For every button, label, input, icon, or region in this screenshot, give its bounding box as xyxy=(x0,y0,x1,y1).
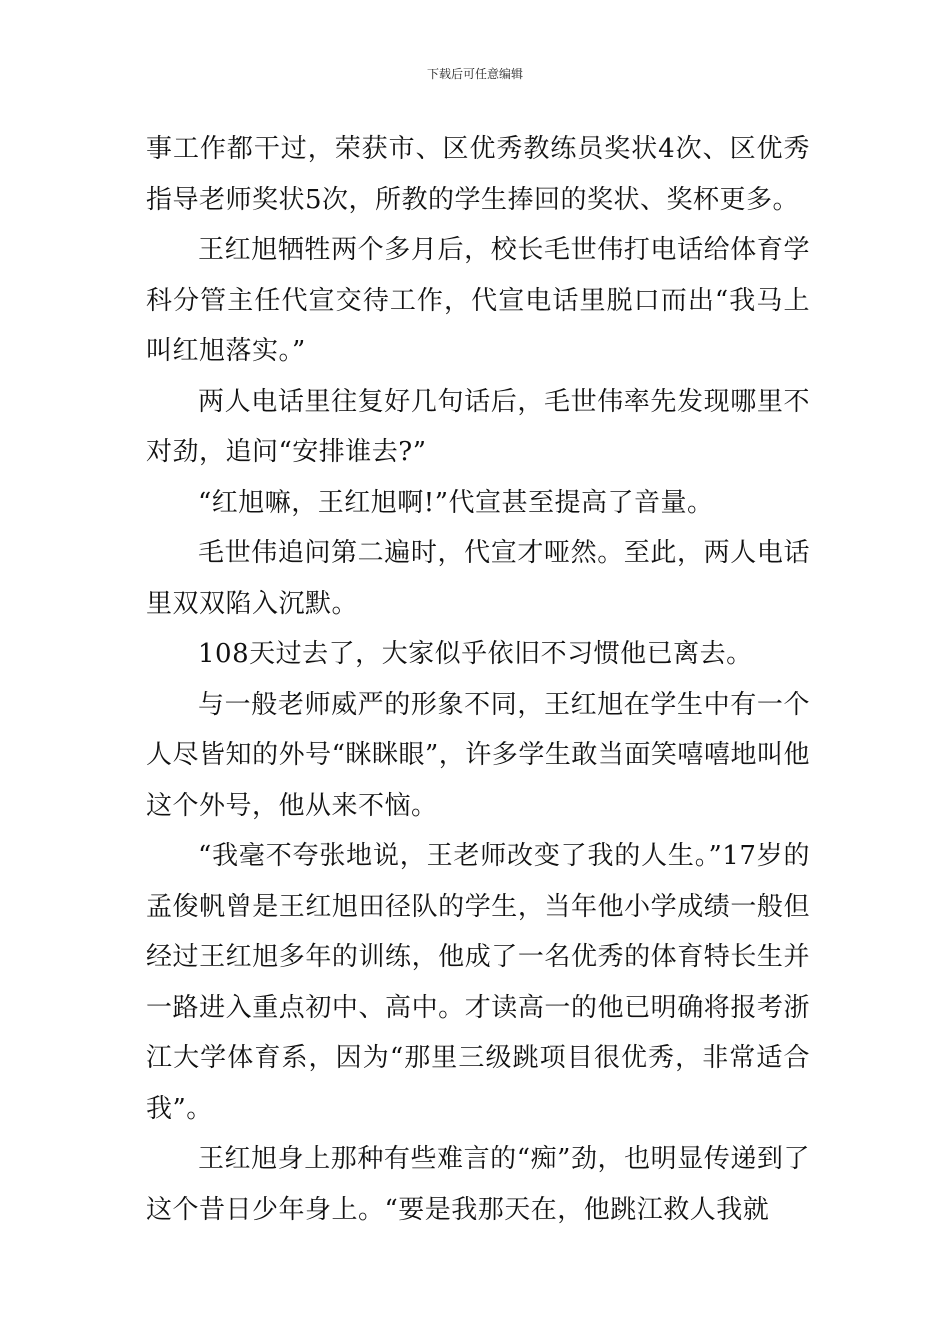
paragraph-3: 两人电话里往复好几句话后，毛世伟率先发现哪里不对劲，追问“安排谁去?” xyxy=(146,386,810,467)
paragraph-6: 108天过去了，大家似乎依旧不习惯他已离去。 xyxy=(198,639,753,669)
page-header: 下载后可任意编辑 xyxy=(426,67,523,81)
paragraph-5: 毛世伟追问第二遍时，代宣才哑然。至此，两人电话里双双陷入沉默。 xyxy=(146,538,810,619)
paragraph-7: 与一般老师威严的形象不同，王红旭在学生中有一个人尽皆知的外号“眯眯眼”，许多学生敢当面笑嘻嘻地叫他这个外号，他从来不恼。 xyxy=(146,689,810,821)
paragraph-9: 王红旭身上那种有些难言的“痴”劲，也明显传递到了这个昔日少年身上。“要是我那天在，他跳江救人我就 xyxy=(146,1144,810,1225)
paragraph-1: 事工作都干过，荣获市、区优秀教练员奖状4次、区优秀指导老师奖状5次，所教的学生捧回的奖状、奖杯更多。 xyxy=(146,134,810,215)
paragraph-4: “红旭嘛，王红旭啊!”代宣甚至提高了音量。 xyxy=(198,487,714,518)
paragraph-8: “我毫不夸张地说，王老师改变了我的人生。”17岁的孟俊帆曾是王红旭田径队的学生，当年他小学成绩一般但经过王红旭多年的训练，他成了一名优秀的体育特长生并一路进入重点初中、高中。才读高一的他已明确将报考浙江大学体育系，因为“那里三级跳项目很优秀，非常适合我”。 xyxy=(146,841,810,1124)
document-body xyxy=(146,124,810,1235)
paragraph-2: 王红旭牺牲两个多月后，校长毛世伟打电话给体育学科分管主任代宣交待工作，代宣电话里脱口而出“我马上叫红旭落实。” xyxy=(146,235,810,366)
